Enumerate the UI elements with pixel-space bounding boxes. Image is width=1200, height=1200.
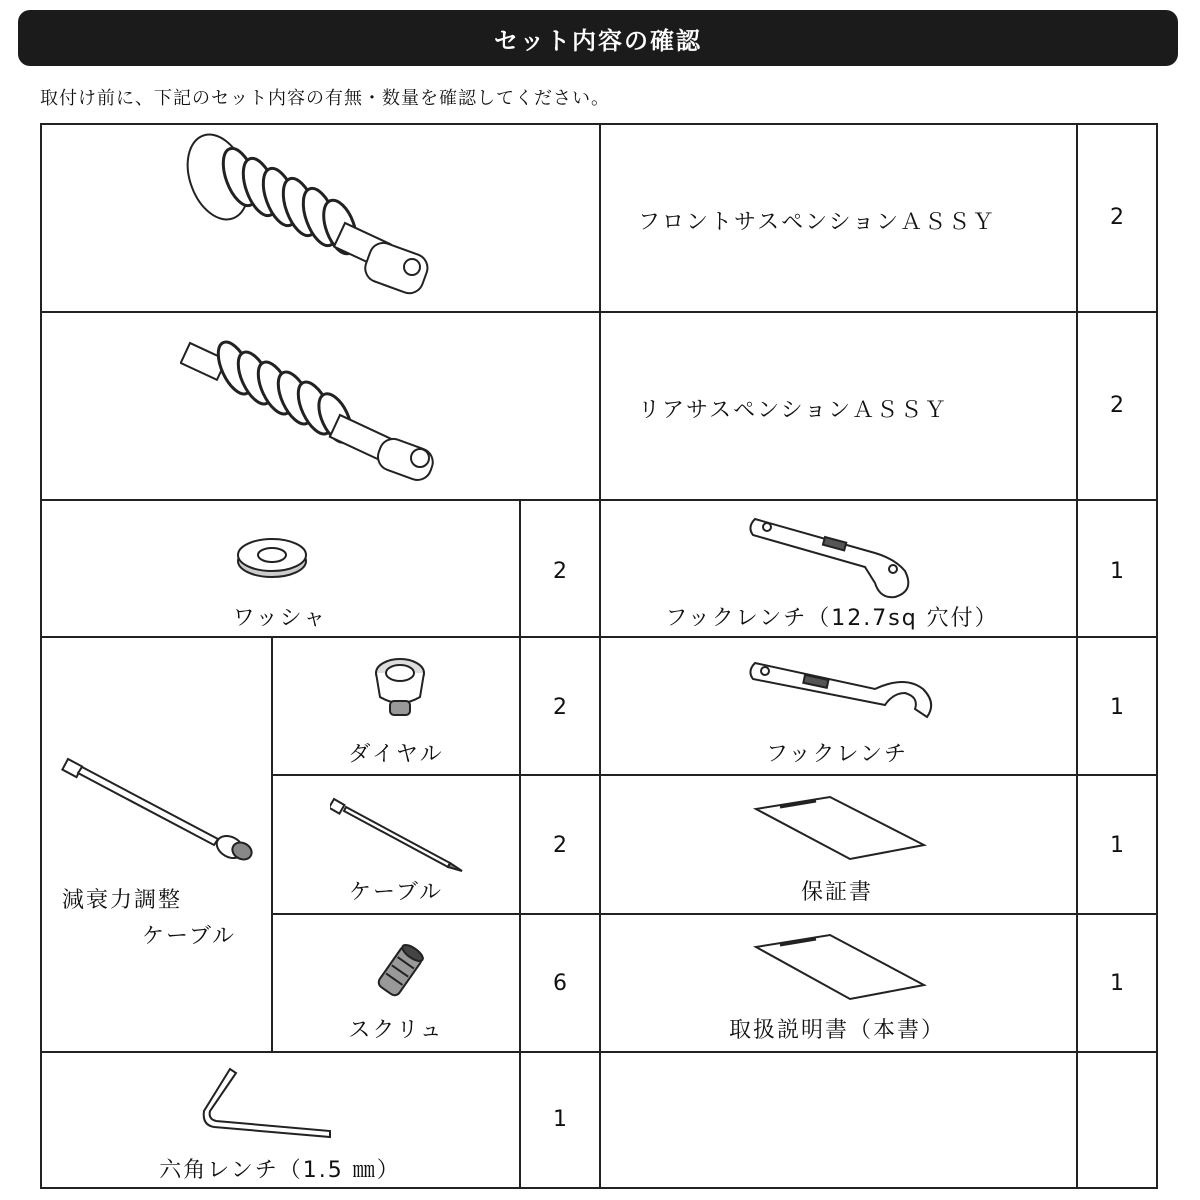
section-title: セット内容の確認 bbox=[494, 26, 702, 55]
hook-wrench-hole-illustration bbox=[745, 511, 945, 601]
intro-text: 取付け前に、下記のセット内容の有無・数量を確認してください。 bbox=[40, 88, 610, 109]
dial-name: ダイヤル bbox=[348, 742, 444, 767]
screw-illustration bbox=[368, 941, 432, 1001]
hex-wrench-name: 六角レンチ（1.5 ㎜） bbox=[159, 1158, 401, 1183]
washer-qty: 2 bbox=[553, 559, 567, 584]
screw-qty: 6 bbox=[553, 971, 567, 996]
rear-suspension-qty: 2 bbox=[1110, 393, 1124, 418]
damping-cable-name-line2: ケーブル bbox=[142, 924, 237, 949]
hook-wrench-name: フックレンチ bbox=[766, 742, 908, 767]
manual-qty: 1 bbox=[1110, 971, 1124, 996]
hook-wrench-hole-name: フックレンチ（12.7sq 穴付） bbox=[665, 606, 999, 631]
washer-name: ワッシャ bbox=[232, 606, 328, 631]
dial-qty: 2 bbox=[553, 695, 567, 720]
section-header bbox=[18, 10, 1178, 66]
warranty-qty: 1 bbox=[1110, 833, 1124, 858]
cable-name: ケーブル bbox=[348, 880, 444, 905]
hex-wrench-illustration bbox=[202, 1065, 342, 1145]
hook-wrench-qty: 1 bbox=[1110, 695, 1124, 720]
cable-illustration bbox=[330, 793, 470, 873]
damping-cable-illustration bbox=[60, 753, 260, 863]
hook-wrench-illustration bbox=[745, 653, 945, 723]
hex-wrench-qty: 1 bbox=[553, 1107, 567, 1132]
dial-illustration bbox=[370, 653, 430, 721]
rear-suspension-name: リアサスペンションＡＳＳＹ bbox=[638, 398, 949, 423]
rear-suspension-illustration bbox=[180, 323, 450, 493]
warranty-name: 保証書 bbox=[800, 880, 874, 905]
manual-name: 取扱説明書（本書） bbox=[728, 1018, 946, 1043]
screw-name: スクリュ bbox=[348, 1018, 444, 1043]
hook-wrench-hole-qty: 1 bbox=[1110, 559, 1124, 584]
front-suspension-qty: 2 bbox=[1110, 205, 1124, 230]
manual-illustration bbox=[750, 931, 930, 1003]
damping-cable-name-line1: 減衰力調整 bbox=[62, 888, 183, 913]
washer-illustration bbox=[232, 533, 312, 583]
parts-table bbox=[40, 123, 1158, 1189]
front-suspension-illustration bbox=[180, 127, 440, 307]
front-suspension-name: フロントサスペンションＡＳＳＹ bbox=[638, 210, 997, 235]
cable-qty: 2 bbox=[553, 833, 567, 858]
warranty-illustration bbox=[750, 795, 930, 861]
